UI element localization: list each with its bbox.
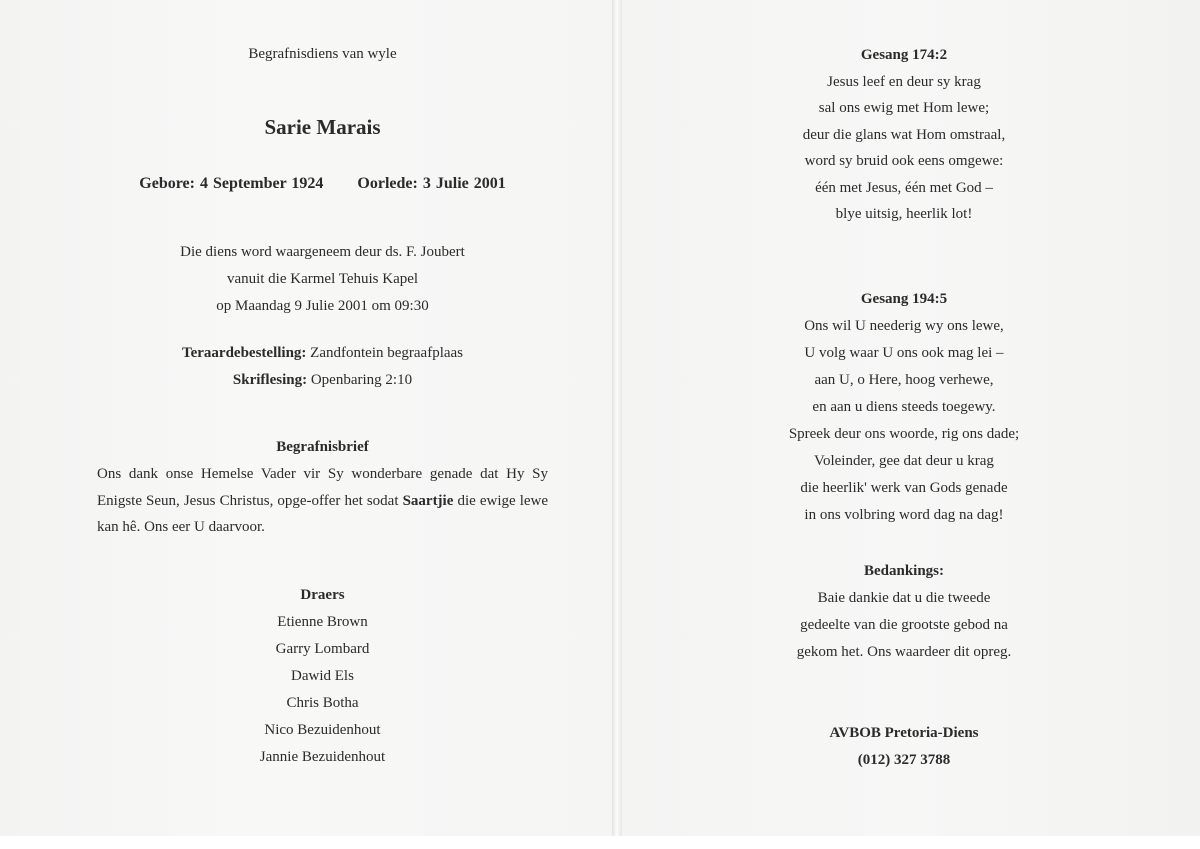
letter-bold-name: Saartjie <box>402 492 454 509</box>
bearers-heading: Draers <box>300 587 345 603</box>
hymn1-line-1: Jesus leef en deur sy krag <box>827 74 981 90</box>
hymn1-line-5: één met Jesus, één met God – <box>815 180 993 196</box>
hymn2-line-5: Spreek deur ons woorde, rig ons dade; <box>788 426 1020 442</box>
thanks-line-2: gedeelte van die grootste gebod na <box>800 617 1008 633</box>
hymn2-line-7: die heerlik' werk van Gods genade <box>800 480 1008 496</box>
service-line-3: op Maandag 9 Julie 2001 om 09:30 <box>216 298 429 314</box>
hymn2-line-2: U volg waar U ons ook mag lei – <box>804 345 1004 361</box>
letter-heading: Begrafnisbrief <box>276 439 369 455</box>
hymn2-line-6: Voleinder, gee dat deur u krag <box>814 453 994 469</box>
thanks-line-1: Baie dankie dat u die tweede <box>817 590 991 606</box>
reading-label: Skriflesing: <box>232 372 308 388</box>
bearer-2: Garry Lombard <box>275 641 370 657</box>
thanks-heading: Bedankings: <box>863 563 945 579</box>
reading-value: Openbaring 2:10 <box>310 372 413 388</box>
hymn2-line-8: in ons volbring word dag na dag! <box>804 507 1004 523</box>
scan-edge <box>0 836 1200 849</box>
reading-line <box>0 372 645 389</box>
death-date: Oorlede: 3 Julie 2001 <box>357 175 506 192</box>
letter-text-2: die ewige lewe kan hê. Ons eer U daarvoor. <box>97 492 549 535</box>
hymn1-title: Gesang 174:2 <box>860 47 948 63</box>
service-line-2: vanuit die Karmel Tehuis Kapel <box>226 271 419 287</box>
hymn1-line-6: blye uitsig, heerlik lot! <box>835 206 973 222</box>
bearer-1: Etienne Brown <box>277 614 368 630</box>
birth-date: Gebore: 4 September 1924 <box>139 175 324 192</box>
burial-label: Teraardebestelling: <box>181 345 307 361</box>
burial-line <box>0 345 645 362</box>
bearer-6: Jannie Bezuidenhout <box>259 749 386 765</box>
hymn1-line-4: word sy bruid ook eens omgewe: <box>804 153 1004 169</box>
bearer-4: Chris Botha <box>286 695 359 711</box>
intro-text: Begrafnisdiens van wyle <box>248 46 397 62</box>
bearer-3: Dawid Els <box>291 668 354 684</box>
hymn1-line-3: deur die glans wat Hom omstraal, <box>802 127 1006 143</box>
hymn2-line-4: en aan u diens steeds toegewy. <box>812 399 996 415</box>
bearer-5: Nico Bezuidenhout <box>264 722 381 738</box>
hymn2-title: Gesang 194:5 <box>860 291 948 307</box>
service-line-1: Die diens word waargeneem deur ds. F. Joubert <box>180 244 465 260</box>
letter-text-1: Ons dank onse Hemelse Vader vir Sy wonderbare genade dat Hy Sy Enigste Seun, Jesus Christus, opge-offer het sodat <box>97 466 548 509</box>
letter-paragraph <box>97 461 548 541</box>
undertaker-phone: (012) 327 3788 <box>857 752 951 768</box>
life-dates <box>0 175 645 193</box>
deceased-name: Sarie Marais <box>264 115 381 139</box>
hymn2-line-1: Ons wil U neederig wy ons lewe, <box>804 318 1004 334</box>
burial-value: Zandfontein begraafplaas <box>310 345 464 361</box>
hymn2-line-3: aan U, o Here, hoog verhewe, <box>814 372 994 388</box>
thanks-line-3: gekom het. Ons waardeer dit opreg. <box>796 644 1012 660</box>
undertaker-name: AVBOB Pretoria-Diens <box>829 725 979 741</box>
hymn1-line-2: sal ons ewig met Hom lewe; <box>818 100 990 116</box>
